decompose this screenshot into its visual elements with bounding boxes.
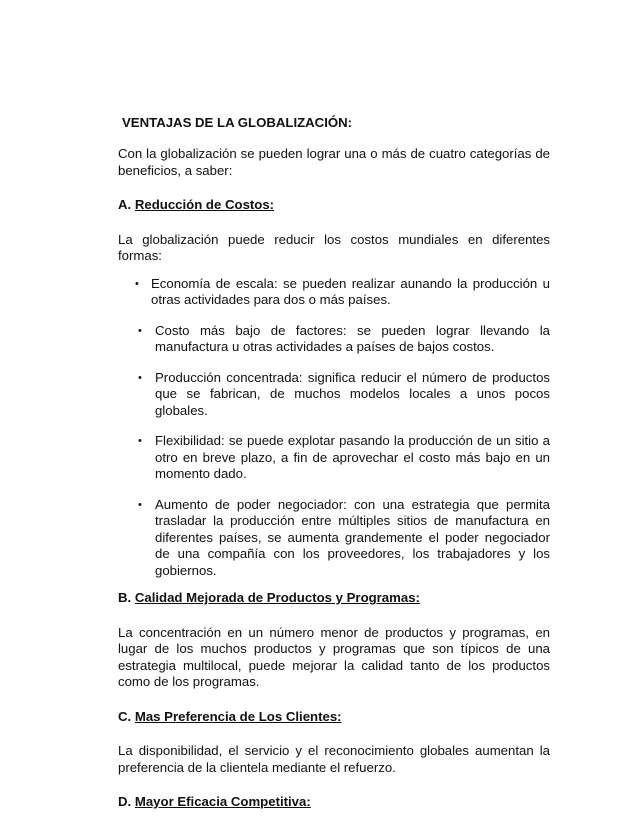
list-item-text: Flexibilidad: se puede explotar pasando la producción de un sitio a otro en breve plazo, a fin de aprovechar el costo más bajo en un momento dado. <box>155 433 550 481</box>
intro-paragraph: Con la globalización se pueden lograr una o más de cuatro categorías de beneficios, a saber: <box>118 146 550 178</box>
list-item <box>118 276 550 309</box>
list-item-text: Costo más bajo de factores: se pueden lograr llevando la manufactura u otras actividades a países de bajos costos. <box>155 322 550 354</box>
section-letter: C. <box>118 708 132 724</box>
list-item-text: Producción concentrada: significa reducir el número de productos que se fabrican, de muchos modelos locales a unos pocos globales. <box>155 369 550 418</box>
section-heading-d <box>118 794 550 811</box>
document-page <box>118 114 550 811</box>
list-item-text: Economía de escala: se pueden realizar aunando la producción u otras actividades para dos o más países. <box>151 275 550 307</box>
section-c-paragraph: La disponibilidad, el servicio y el reconocimiento globales aumentan la preferencia de la clientela mediante el refuerzo. <box>118 743 550 775</box>
list-item <box>118 323 550 356</box>
section-title: Mas Preferencia de Los Clientes: <box>134 708 342 724</box>
bullet-icon: • <box>138 324 142 337</box>
section-title: Calidad Mejorada de Productos y Programas: <box>134 590 420 605</box>
section-letter: A. <box>118 197 132 212</box>
section-title: Reducción de Costos: <box>134 197 275 212</box>
bullet-icon: • <box>138 371 142 384</box>
bullet-icon: • <box>138 435 142 447</box>
list-item <box>118 370 550 420</box>
section-b-paragraph: La concentración en un número menor de productos y programas, en lugar de los muchos productos y programas que son típicos de una estrategia multilocal, puede mejorar la calidad tanto de los productos como de los programas. <box>118 624 550 689</box>
section-title: Mayor Eficacia Competitiva: <box>134 794 311 809</box>
section-heading-a <box>118 197 550 214</box>
bullet-icon: • <box>138 498 142 511</box>
section-letter: D. <box>118 794 132 809</box>
list-item-text: Aumento de poder negociador: con una estrategia que permita trasladar la producción entre múltiples sitios de manufactura en diferentes países, se aumenta grandemente el poder negociador de una compañía con los proveedores, los trabajadores y los gobiernos. <box>155 496 550 578</box>
list-item <box>118 433 550 483</box>
section-heading-b <box>118 590 550 607</box>
section-letter: B. <box>118 590 132 605</box>
bullet-icon: • <box>135 277 139 290</box>
cost-reduction-list <box>118 276 550 580</box>
list-item <box>118 497 550 580</box>
section-a-paragraph: La globalización puede reducir los costos mundiales en diferentes formas: <box>118 231 550 263</box>
section-heading-c <box>118 709 550 726</box>
document-title: VENTAJAS DE LA GLOBALIZACIÓN: <box>122 115 353 130</box>
